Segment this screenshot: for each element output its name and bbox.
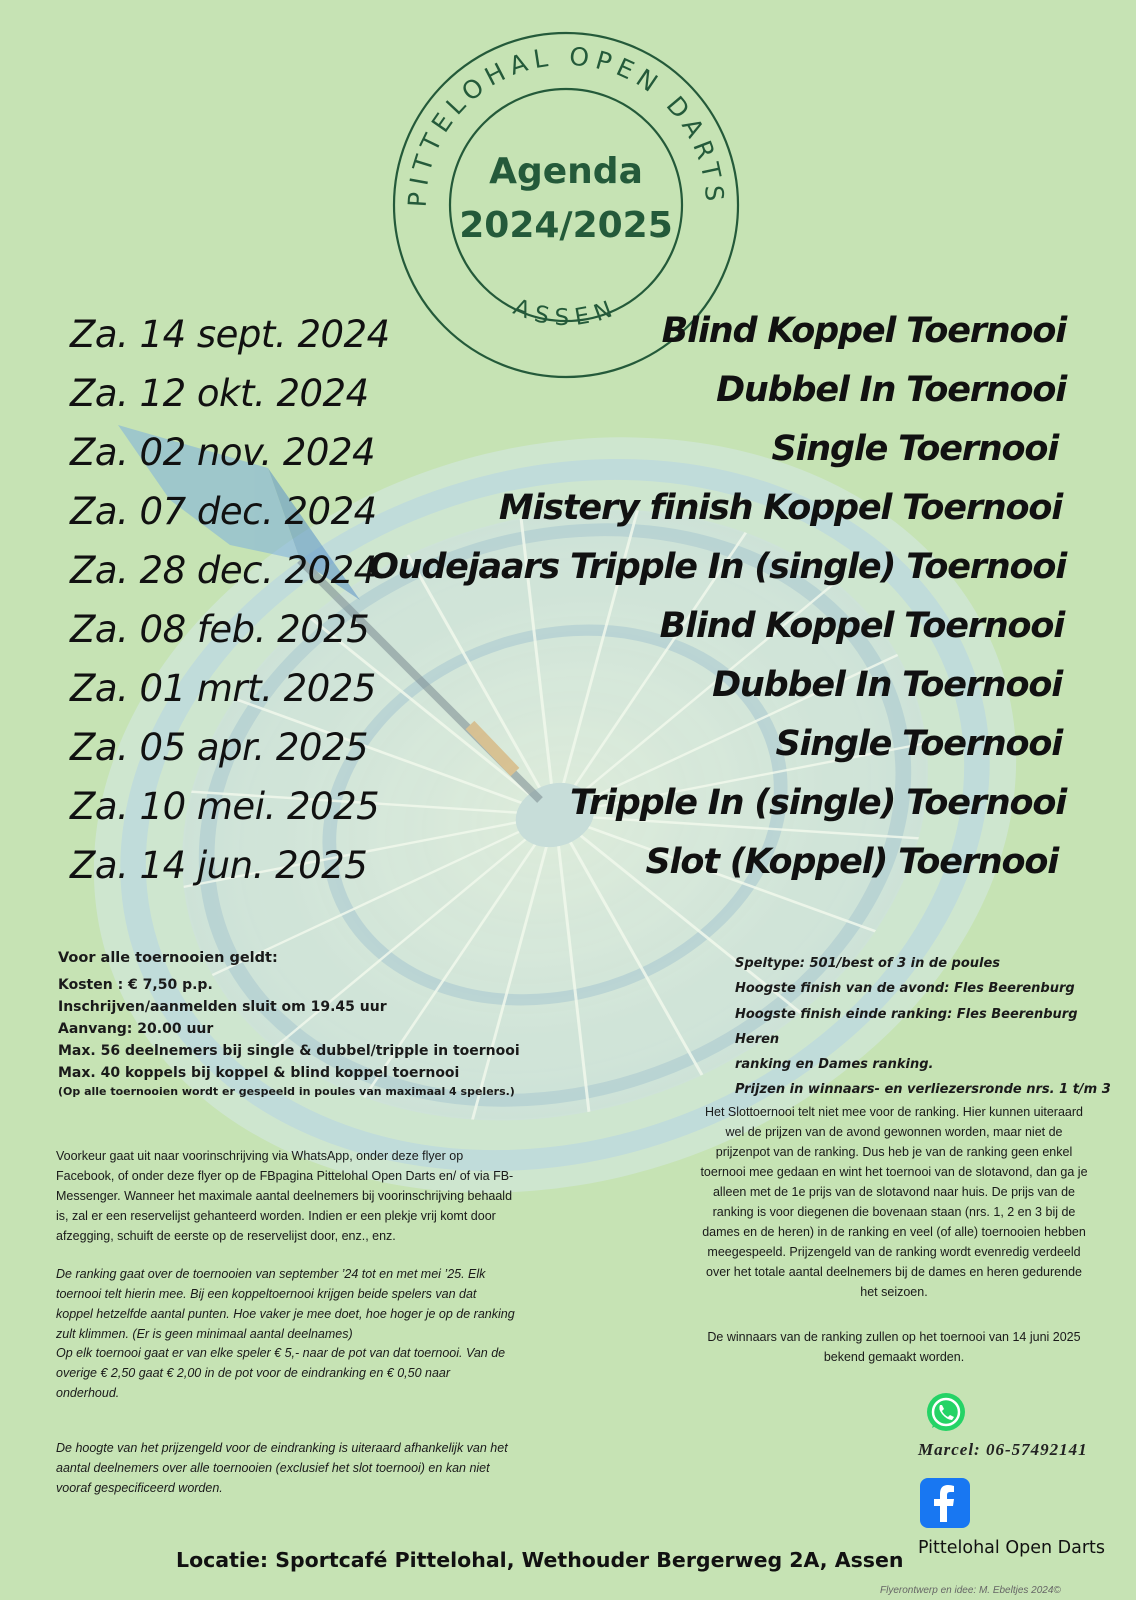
schedule-date: Za. 14 jun. 2025: [70, 844, 368, 887]
logo-title: Agenda: [489, 151, 643, 192]
pot-paragraph: Op elk toernooi gaat er van elke speler € 5,- naar de pot van dat toernooi. Van de overige € 2,50 gaat € 2,00 in de pot voor de eindranking en € 0,50 naar onderhoud.: [56, 1346, 506, 1400]
rules-line: Kosten : € 7,50 p.p.: [58, 977, 213, 993]
rules-line: Inschrijven/aanmelden sluit om 19.45 uur: [58, 999, 387, 1015]
schedule-date: Za. 02 nov. 2024: [70, 431, 376, 474]
rules-heading: Voor alle toernooien geldt:: [58, 950, 278, 966]
game-type-line: Prijzen in winnaars- en verliezersronde nrs. 1 t/m 3: [735, 1082, 1111, 1098]
contact-phone: Marcel: 06-57492141: [918, 1440, 1088, 1459]
schedule-event: Blind Koppel Toernooi: [659, 606, 1064, 646]
schedule-date: Za. 10 mei. 2025: [70, 785, 380, 828]
registration-paragraph: Voorkeur gaat uit naar voorinschrijving via WhatsApp, onder deze flyer op Facebook, of onder deze flyer op de FBpagina Pittelohal Open Darts en/ of via FB-Messenger. Wanneer het maximale aantal deelnemers bij voorinschrijving behaald is, zal er een reservelijst gehanteerd worden. Indien er een plekje vrij komt door afzegging, schuift de eerste op de reservelijst door, enz., enz.: [56, 1149, 514, 1243]
schedule-row: [70, 608, 1066, 668]
schedule-row: [70, 549, 1066, 609]
schedule-date: Za. 01 mrt. 2025: [70, 667, 376, 710]
game-type-line: Hoogste finish van de avond: Fles Beerenburg: [735, 981, 1075, 997]
logo-bottom-text: ASSEN: [509, 294, 623, 332]
logo-season: 2024/2025: [459, 205, 673, 246]
rules-line: Max. 40 koppels bij koppel & blind koppel toernooi: [58, 1065, 460, 1081]
prize-money-paragraph: De hoogte van het prijzengeld voor de eindranking is uiteraard afhankelijk van het aantal deelnemers over alle toernooien (exclusief het slot toernooi) en kan niet vooraf gespecificeerd worden.: [56, 1441, 508, 1495]
schedule-event: Mistery finish Koppel Toernooi: [498, 488, 1062, 528]
rules-block: [58, 950, 528, 1100]
game-type-line: Speltype: 501/best of 3 in de poules: [735, 956, 1001, 971]
facebook-page-name: Pittelohal Open Darts: [918, 1538, 1106, 1558]
winners-paragraph: De winnaars van de ranking zullen op het toernooi van 14 juni 2025 bekend gemaakt worden.: [707, 1330, 1081, 1364]
rules-note: (Op alle toernooien wordt er gespeeld in poules van maximaal 4 spelers.): [58, 1085, 515, 1098]
schedule-row: [70, 844, 1066, 904]
schedule-event: Dubbel In Toernooi: [716, 370, 1066, 410]
schedule-event: Slot (Koppel) Toernooi: [645, 842, 1058, 882]
ranking-paragraph: De ranking gaat over de toernooien van september ’24 tot en met mei ’25. Elk toernooi telt hierin mee. Bij een koppeltoernooi krijgen beide spelers van dat koppel hetzelfde aantal punten. Hoe vaker je mee doet, hoe hoger je op de ranking zult klimmen. (Er is geen minimaal aantal deelnames): [56, 1267, 515, 1341]
schedule-row: [70, 667, 1066, 727]
whatsapp-icon[interactable]: [924, 1390, 968, 1434]
schedule-event: Single Toernooi: [771, 429, 1058, 469]
schedule-date: Za. 14 sept. 2024: [70, 313, 390, 356]
schedule-date: Za. 12 okt. 2024: [70, 372, 369, 415]
game-type-line: ranking en Dames ranking.: [735, 1057, 934, 1073]
facebook-icon[interactable]: [920, 1478, 970, 1528]
schedule-row: [70, 372, 1066, 432]
schedule-event: Dubbel In Toernooi: [712, 665, 1062, 705]
game-type-block: [735, 951, 1115, 1103]
schedule-row: [70, 431, 1066, 491]
schedule-date: Za. 05 apr. 2025: [70, 726, 369, 769]
schedule-date: Za. 08 feb. 2025: [70, 608, 370, 651]
schedule-row: [70, 785, 1066, 845]
schedule-row: [70, 313, 1066, 373]
schedule-event: Tripple In (single) Toernooi: [570, 783, 1066, 823]
schedule-event: Oudejaars Tripple In (single) Toernooi: [369, 547, 1066, 587]
schedule-date: Za. 28 dec. 2024: [70, 549, 377, 592]
schedule-row: [70, 490, 1066, 550]
design-credit: Flyerontwerp en idee: M. Ebeltjes 2024©: [880, 1585, 1061, 1596]
schedule-event: Blind Koppel Toernooi: [661, 311, 1066, 351]
schedule-date: Za. 07 dec. 2024: [70, 490, 377, 533]
location: Locatie: Sportcafé Pittelohal, Wethouder Bergerweg 2A, Assen: [176, 1548, 904, 1572]
schedule-event: Single Toernooi: [775, 724, 1062, 764]
game-type-line: Hoogste finish einde ranking: Fles Beerenburg Heren: [735, 1006, 1078, 1047]
final-tournament-paragraph: Het Slottoernooi telt niet mee voor de ranking. Hier kunnen uiteraard wel de prijzen van de avond gewonnen worden, maar niet de prijzenpot van de ranking. Dus heb je van de ranking geen enkel toernooi mee gedaan en wint het toernooi van de slotavond, dan ga je alleen met de 1e prijs van de slotavond naar huis. De prijs van de ranking is voor diegenen die bovenaan staan (nrs. 1, 2 en 3 bij de dames en de heren) in de ranking en veel (of alle) toernooien hebben meegespeeld. Prijzengeld van de ranking wordt evenredig verdeeld over het totale aantal deelnemers bij de dames en heren gedurende het seizoen.: [700, 1105, 1088, 1299]
rules-line: Max. 56 deelnemers bij single & dubbel/tripple in toernooi: [58, 1043, 520, 1059]
logo-ring-text: PITTELOHAL OPEN DARTS: [402, 41, 730, 208]
rules-line: Aanvang: 20.00 uur: [58, 1021, 214, 1037]
schedule-row: [70, 726, 1066, 786]
